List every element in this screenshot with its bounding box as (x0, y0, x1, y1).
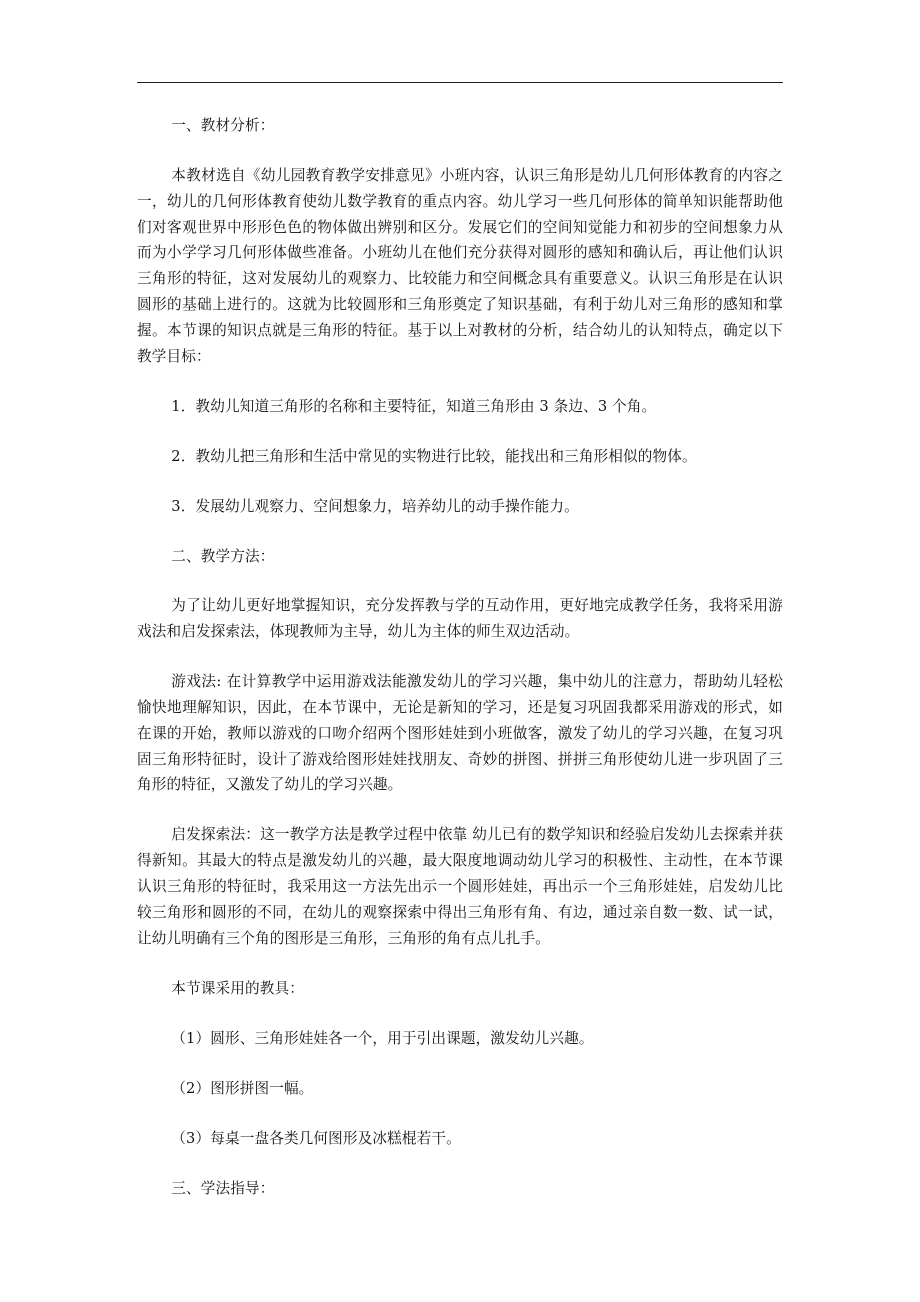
teaching-tool-2: （2）图形拼图一幅。 (171, 1079, 314, 1097)
header-rule (137, 82, 783, 83)
teaching-goal-3: 3．发展幼儿观察力、空间想象力，培养幼儿的动手操作能力。 (171, 497, 579, 515)
section-heading-learning-guidance: 三、学法指导： (171, 1179, 275, 1197)
teaching-tool-1: （1）圆形、三角形娃娃各一个，用于引出课题，激发幼儿兴趣。 (171, 1029, 594, 1047)
teaching-tools-heading: 本节课采用的教具： (171, 979, 304, 997)
methods-intro-paragraph: 为了让幼儿更好地掌握知识，充分发挥教与学的互动作用，更好地完成教学任务，我将采用游戏法和启发探索法，体现教师为主导，幼儿为主体的师生双边活动。 (137, 597, 783, 641)
teaching-goal-2: 2．教幼儿把三角形和生活中常见的实物进行比较，能找出和三角形相似的物体。 (171, 447, 697, 465)
teaching-tool-3: （3）每桌一盘各类几何图形及冰糕棍若干。 (171, 1129, 461, 1147)
inquiry-method-paragraph: 启发探索法：这一教学方法是教学过程中依靠 幼儿已有的数学知识和经验启发幼儿去探索并获得新知。其最大的特点是激发幼儿的兴趣，最大限度地调动幼儿学习的积极性、主动性，在本节课认识三角形的特征时，我采用这一方法先出示一个圆形娃娃，再出示一个三角形娃娃，启发幼儿比较三角形和圆形的不同，在幼儿的观察探索中得出三角形有角、有边，通过亲自数一数、试一试，让幼儿明确有三个角的图形是三角形，三角形的角有点儿扎手。 (137, 826, 783, 947)
teaching-goal-1: 1．教幼儿知道三角形的名称和主要特征，知道三角形由 3 条边、3 个角。 (171, 397, 657, 415)
document-body (137, 100, 783, 1226)
section-heading-teaching-methods: 二、教学方法： (171, 547, 275, 565)
section-heading-textbook-analysis: 一、教材分析： (171, 117, 275, 134)
game-method-paragraph: 游戏法: 在计算教学中运用游戏法能激发幼儿的学习兴趣，集中幼儿的注意力，帮助幼儿轻松愉快地理解知识，因此，在本节课中，无论是新知的学习，还是复习巩固我都采用游戏的形式，如在课的开始，教师以游戏的口吻介绍两个图形娃娃到小班做客，激发了幼儿的学习兴趣，在复习巩固三角形特征时，设计了游戏给图形娃娃找朋友、奇妙的拼图、拼拼三角形使幼儿进一步巩固了三角形的特征，又激发了幼儿的学习兴趣。 (137, 673, 783, 794)
analysis-paragraph: 本教材选自《幼儿园教育教学安排意见》小班内容，认识三角形是幼儿几何形体教育的内容之一，幼儿的几何形体教育使幼儿数学教育的重点内容。幼儿学习一些几何形体的简单知识能帮助他们对客观世界中形形色色的物体做出辨别和区分。发展它们的空间知觉能力和初步的空间想象力从而为小学学习几何形体做些准备。小班幼儿在他们充分获得对圆形的感知和确认后，再让他们认识三角形的特征，这对发展幼儿的观察力、比较能力和空间概念具有重要意义。认识三角形是在认识圆形的基础上进行的。这就为比较圆形和三角形奠定了知识基础，有利于幼儿对三角形的感知和掌握。本节课的知识点就是三角形的特征。基于以上对教材的分析，结合幼儿的认知特点，确定以下教学目标： (137, 166, 783, 365)
